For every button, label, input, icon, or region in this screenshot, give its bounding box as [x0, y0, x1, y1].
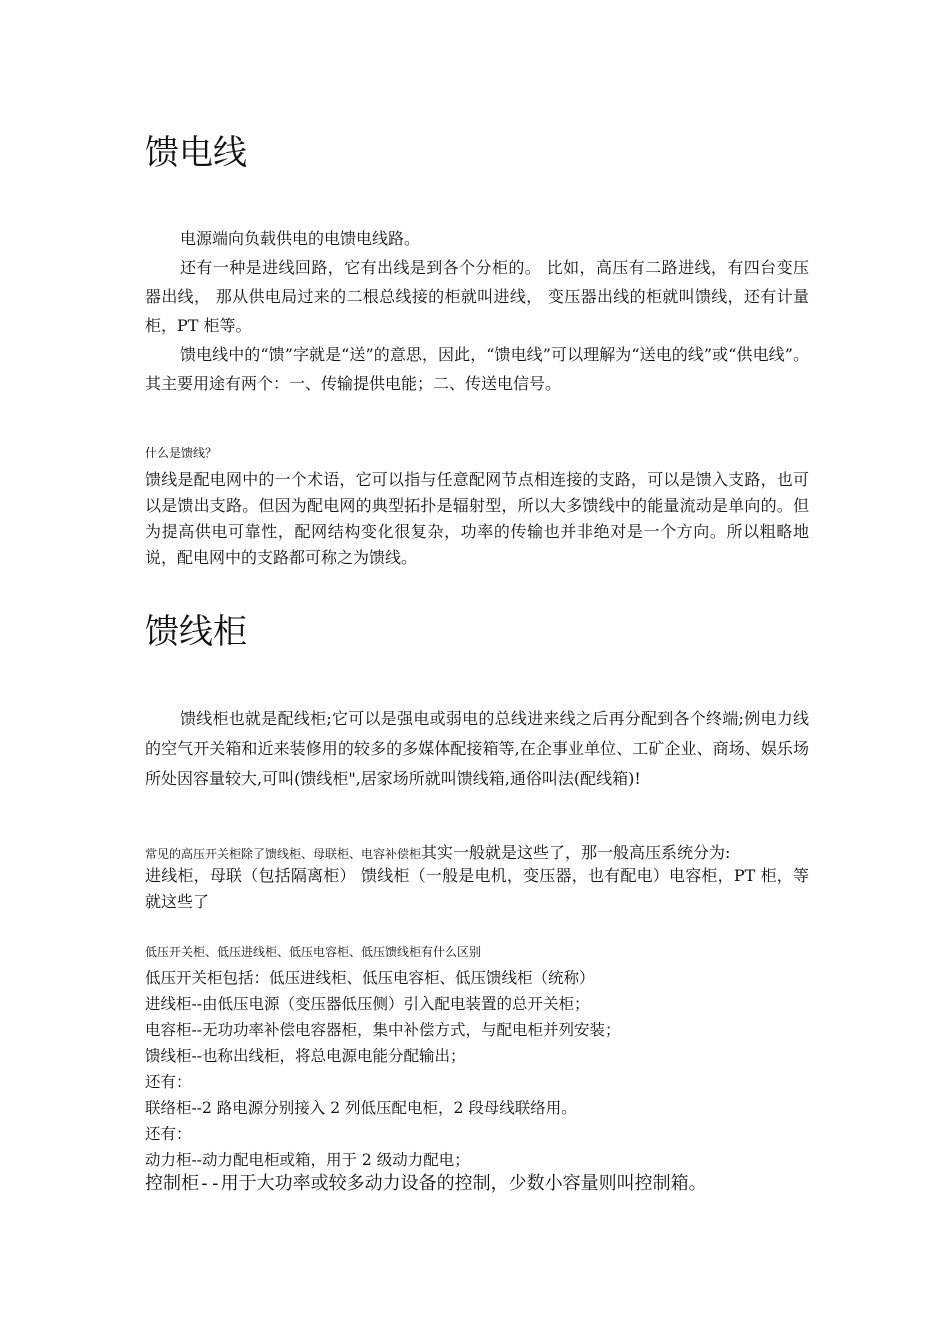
paragraph-definition: 电源端向负载供电的电馈电线路。	[180, 229, 421, 248]
control-cabinet-line: 控制柜--用于大功率或较多动力设备的控制，少数小容量则叫控制箱。	[145, 1173, 707, 1194]
low-voltage-line-3: 电容柜--无功功率补偿电容器柜，集中补偿方式，与配电柜并列安装；	[145, 1021, 621, 1039]
heading-feeder-cabinet: 馈线柜	[145, 612, 247, 652]
paragraph-feed-meaning: 馈电线中的“馈”字就是“送”的意思，因此，“馈电线”可以理解为“送电的线”或“供电线”。其主要用途有两个：一、传输提供电能；二、传送电信号。	[145, 345, 809, 393]
low-voltage-line-7: 还有：	[145, 1125, 192, 1143]
answer-feeder-definition: 馈线是配电网中的一个术语，它可以指与任意配网节点相连接的支路，可以是馈入支路，也可以是馈出支路。但因为配电网的典型拓扑是辐射型，所以大多馈线中的能量流动是单向的。但为提高供电可靠性，配网结构变化很复杂，功率的传输也并非绝对是一个方向。所以粗略地说，配电网中的支路都可称之为馈线。	[145, 470, 809, 567]
low-voltage-line-6: 联络柜--2 路电源分别接入 2 列低压配电柜，2 段母线联络用。	[145, 1099, 577, 1117]
paragraph-feeder-cabinet: 馈线柜也就是配线柜;它可以是强电或弱电的总线进来线之后再分配到各个终端;例电力线的空气开关箱和近来装修用的较多的多媒体配接箱等,在企事业单位、工矿企业、商场、娱乐场所处因容量较大,可叫(馈线柜",居家场所就叫馈线箱,通俗叫法(配线箱)!	[145, 709, 809, 788]
paragraph-incoming-line: 还有一种是进线回路，它有出线是到各个分柜的。 比如，高压有二路进线，有四台变压器出线， 那从供电局过来的二根总线接的柜就叫进线， 变压器出线的柜就叫馈线，还有计量柜，PT 柜等。	[145, 258, 809, 335]
common-cabinets-rest: 进线柜，母联（包括隔离柜） 馈线柜（一般是电机，变压器，也有配电）电容柜，PT 柜，等就这些了	[145, 866, 809, 911]
heading-feeder-line: 馈电线	[145, 133, 247, 173]
low-voltage-line-4: 馈线柜--也称出线柜，将总电源电能分配输出；	[145, 1047, 466, 1065]
low-voltage-line-1: 低压开关柜包括：低压进线柜、低压电容柜、低压馈线柜（统称）	[145, 969, 595, 987]
common-cabinets-small: 常见的高压开关柜除了馈线柜、母联柜、电容补偿柜	[145, 847, 422, 861]
low-voltage-title: 低压开关柜、低压进线柜、低压电容柜、低压馈线柜有什么区别	[145, 945, 482, 959]
common-cabinets-big: 其实一般就是这些了，那一般高压系统分为:	[421, 843, 731, 862]
low-voltage-line-2: 进线柜--由低压电源（变压器低压侧）引入配电装置的总开关柜；	[145, 995, 590, 1013]
question-what-is-feeder: 什么是馈线？	[145, 446, 218, 460]
low-voltage-line-5: 还有：	[145, 1073, 192, 1091]
low-voltage-line-8: 动力柜--动力配电柜或箱，用于 2 级动力配电；	[145, 1151, 470, 1169]
